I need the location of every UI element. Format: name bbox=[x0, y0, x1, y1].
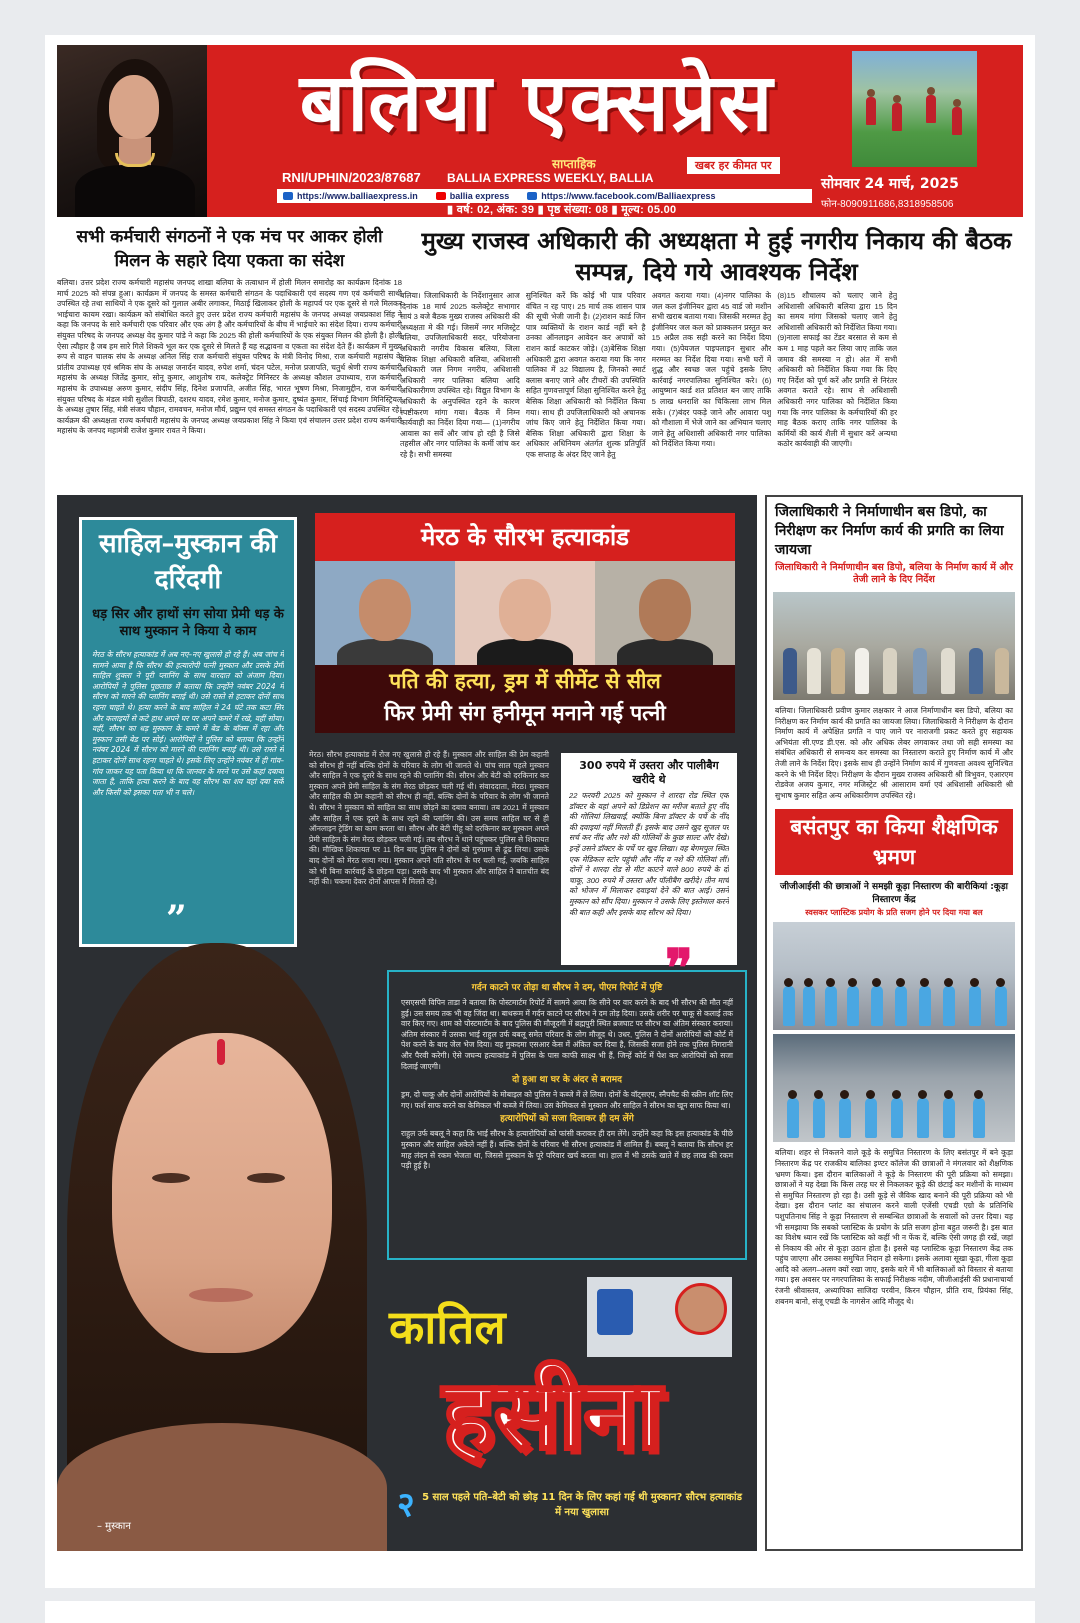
article-nagar-nikay bbox=[400, 225, 1023, 491]
masthead-model-photo bbox=[57, 45, 207, 217]
quote-icon: ❞ bbox=[665, 938, 693, 999]
box-body: मेरठ के सौरभ हत्याकांड में अब नए–नए खुलासे हो रहे हैं। अब जांच में सामने आया है कि सौरभ की हत्यारोपी पत्नी मुस्कान और उसके प्रेमी साहिल शुक्ला ने पूरी प्लानिंग के साथ वारदात को अंजाम दिया। आरोपियों ने पुलिस पूछताछ में बताया कि उन्होंने नवंबर 2024 में सौरभ को मारने की प्लानिंग बनाई थी। उसे रास्ते से हटाकर दोनों साथ रहना चाहते थे। हत्या करने के बाद साहिल ने 24 घंटे तक कटा सिर और कलाइयों से कटे हाथ अपने घर पर अपने कमरे में रखे, वहीं सोया। वहीं, सौरभ का धड़ मुस्कान के कमरे में बेड के बॉक्स में रहा और मुस्कान उसी बेड पर सोई। आरोपियों ने पुलिस को बताया कि उन्होंने नवंबर 2024 में सौरभ को मारने की प्लानिंग बनाई थी। उसे रास्ते से हटाकर दोनों साथ रहना चाहते थे। इसके लिए उन्होंने नवंबर में ही गांव–गांव जाकर यह पता किया था कि जानवर के मरने पर उसे कहां दबाया जाता है, ताकि हत्या करने के बाद वह सौरभ का शव वहां दबा सकें और किसी को इसका पता भी न चले। bbox=[92, 650, 284, 797]
box-title: साहिल–मुस्कान की दरिंदगी bbox=[98, 529, 278, 595]
youtube-link[interactable]: ballia express bbox=[436, 191, 510, 201]
basantpur-subhead: जीजीआईसी की छात्राओं ने समझी कूड़ा निस्तारण की बारीकियां :कूड़ा निस्तारण केंद्र bbox=[780, 882, 1008, 906]
youtube-icon bbox=[436, 192, 446, 200]
section-heading: गर्दन काटने पर तोड़ा था सौरभ ने दम, पीएम रिपोर्ट में पुष्टि bbox=[471, 983, 663, 993]
newspaper-page bbox=[45, 35, 1035, 1588]
photo-saurabh bbox=[315, 561, 455, 673]
meerut-title: मेरठ के सौरभ हत्याकांड bbox=[315, 513, 735, 561]
article-column: अवगत कराया गया। (4)नगर पालिका के जल कल इंजीनियर द्वारा 45 वार्ड जो मशीन सभी खराब बताया गया। जिसकी मरम्मत हेतु इंजीनियर जल कल को प्राक्कलन प्रस्तुत कर 15 अप्रैल तक सही करने का निर्देश दिया गया। (5)पेयजल पाइपलाइन सुधार और मरम्मत का निर्देश दिया गया। सभी घरों में शुद्ध और स्वच्छ जल पहुंचे इसके लिए कार्रवाई नगरपालिका सुनिश्चित करे। (6) आयुष्मान कार्ड शत प्रतिशत बन जाए ताकि 5 लाख धनराशि का चिकित्सा लाभ मिल सके। (7)बंदर पकड़े जाने और आवारा पशु को गौशाला में भेजे जाने का अभियान चलाए जाने हेतु अधिशासी अधिकारी नगर पालिका को निर्देशित किया गया। bbox=[651, 291, 772, 449]
drum-thumbnail bbox=[587, 1277, 732, 1357]
weekly-label: साप्ताहिक bbox=[552, 157, 596, 171]
article-headline: सभी कर्मचारी संगठनों ने एक मंच पर आकर होली मिलन के सहारे दिया एकता का संदेश bbox=[76, 227, 383, 271]
box-subtitle: धड़ सिर और हाथों संग सोया प्रेमी धड़ के साथ मुस्कान ने किया ये काम bbox=[92, 607, 284, 639]
portrait-caption: – मुस्कान bbox=[97, 1521, 131, 1532]
masthead-sports-photo bbox=[852, 51, 977, 167]
tagline: खबर हर कीमत पर bbox=[687, 157, 780, 174]
phone-numbers: फोन-8090911686,8318958506 bbox=[821, 199, 954, 210]
meerut-body: मेरठ। सौरभ हत्याकांड में रोज नए खुलासे हो रहे हैं। मुस्कान और साहिल की प्रेम कहानी को सौरभ ही नहीं बल्कि दोनों के परिवार के लोग भी जानते थे। पांच साल पहले मुस्कान और साहिल ने एक दूसरे के साथ रहने की प्लानिंग की। सौरभ और बेटी को दरकिनार कर मुस्कान अपने प्रेमी साहिल के संग मेरठ छोड़कर चली गई थी। संवाददाता, मेरठ। मुस्कान और साहिल की प्रेम कहानी को सौरभ ही नहीं, बल्कि दोनों के परिवार के लोग भी जानते थे। सौरभ ने मुस्कान को साहिल का साथ छोड़ने का दबाव बनाया। तब 2021 में मुस्कान और साहिल ने एक दूसरे के साथ रहने की प्लानिंग की। उस समय साहिल घर से ही ऑनलाइन ट्रेडिंग का काम करता था। सौरभ और बेटी पीहू को दरकिनार कर मुस्कान अपने प्रेमी साहिल के संग मेरठ छोड़कर चली गई। तब सौरभ ने थाने पहुंचकर पुलिस से शिकायत की। मौखिक शिकायत पर 11 दिन बाद पुलिस ने दोनों को गुरुग्राम से ढूंढ लिया। उसके बाद दोनों को मेरठ लाया गया। मुस्कान अपने पति सौरभ के घर चली गई, जबकि साहिल को भी बिना कार्रवाई के छोड़ना पड़ा। उसके बाद भी मुस्कान और साहिल ने बातचीत बंद नहीं की। चकमा देकर दोनों आपस में मिलते रहे। bbox=[309, 750, 549, 887]
facebook-link[interactable]: https://www.facebook.com/Balliaexpress bbox=[527, 191, 715, 201]
meerut-subhead: पति की हत्या, ड्रम में सीमेंट से सील फिर प्रेमी संग हनीमून मनाने गई पत्नी bbox=[315, 665, 735, 733]
next-page-edge bbox=[45, 1601, 1035, 1623]
haseena-heading: हसीना bbox=[442, 1358, 662, 1471]
katil-heading: कातिल bbox=[389, 1300, 506, 1354]
article-holi-milan bbox=[57, 225, 402, 496]
bus-depot-body: बलिया। जिलाधिकारी प्रवीण कुमार लक्षकार ने आज निर्माणाधीन बस डिपो, बलिया का निरीक्षण कर निर्माण कार्य की प्रगति का जायजा लिया। जिलाधिकारी ने निरीक्षण के दौरान निर्माण कार्य में अपेक्षित प्रगति न पाए जाने पर नाराजगी प्रकट करते हुए सहायक अभियंता सी.एण्ड डी.एस. को और अधिक लेबर लगवाकर तथा जो सही समस्या का संबंधित अधिकारी से समन्वय कर समस्या का निस्तारण कराते हुए निर्माण कार्य में और तेजी लाने के निर्देश दिए। इसके साथ ही उन्होंने निर्माण कार्य में गुणवत्ता अवश्य सुनिश्चित करने के भी निर्देश दिए। निरीक्षण के दौरान मुख्य राजस्व अधिकारी श्री त्रिभुवन, एआरएम रोडवेज अजय कुमार, नगर मजिस्ट्रेट श्री आसाराम वर्मा एवं अधिशासी अधिकारी श्री सुभाष कुमार सहित अन्य अधिकारीगण उपस्थित रहे। bbox=[775, 706, 1013, 800]
basantpur-body: बलिया। शहर से निकलने वाले कूड़े के समुचित निस्तारण के लिए बसंतपुर में बने कूड़ा निस्तारण केंद्र पर राजकीय बालिका इण्टर कॉलेज की छात्राओं ने मंगलवार को शैक्षणिक भ्रमण किया। इस दौरान बालिकाओं ने कूड़े के निस्तारण की पूरी प्रक्रिया को समझा। छात्राओं ने यह देखा कि किस तरह घर से निकलकर कूड़े की छंटाई कर मशीनों के माध्यम से समुचित निस्तारण हो रहा है। उसी कूड़े से जैविक खाद बनाने की पूरी प्रक्रिया को भी देखा। इस दौरान प्लांट का संचालन करने वाली एजेंसी एचडी एग्रो के प्रतिनिधि पशुपतिनाथ सिंह ने कूड़ा निस्तारण से सम्बन्धित छात्राओं के सवालों को उत्तर दिया। यह भी समझाया कि सबको प्लास्टिक के प्रयोग के प्रति सजग होना बहुत जरूरी है। इस बात का विशेष ध्यान रखें कि प्लास्टिक को कहीं भी न फेंक दें, बल्कि ऐसी जगह ही रखें, जहां से निकाय की ओर से कूड़ा उठान होता है। इससे यह प्लास्टिक कूड़ा निस्तारण केंद्र तक पहुंच जाएगा और उसका समुचित निदान हो सकेगा। इसके अलावा सूखा कूड़ा, गीला कूड़ा आदि को अलग–अलग क्यों रखा जाए, इसके बारे में भी बालिकाओं को विस्तार से बताया गया। इस अवसर पर नगरपालिका के सफाई निरीक्षक नदीम, जीजीआईसी की प्रधानाचार्या रंजनी श्रीवास्तव, अध्यापिका साजिदा परवीन, किरन चौहान, प्रीति राय, प्रियंका सिंह, शबनम बानो, संजू एचडी के नागसेन आदि मौजूद थे। bbox=[775, 1148, 1013, 1306]
photo-sahil bbox=[595, 561, 735, 673]
issue-date: सोमवार 24 मार्च, 2025 bbox=[821, 176, 959, 192]
facebook-icon bbox=[527, 192, 537, 200]
globe-icon bbox=[283, 192, 293, 200]
students-photo-1 bbox=[773, 922, 1015, 1030]
feature-saurabh-case bbox=[57, 495, 757, 1551]
bus-depot-photo bbox=[773, 592, 1015, 700]
article-column: सुनिश्चित करें कि कोई भी पात्र परिवार वंचित न रह पाए। 25 मार्च तक शासन पात्र की सूची भेजी जानी है। (2)राशन कार्ड जिन पात्र व्यक्तियों के राशन कार्ड नहीं बने है उनका ऑनलाइन आवेदन कर अपात्रों को राशन कार्ड काटकर जोड़े। (3)बेसिक शिक्षा अधिकारी द्वारा अवगत कराया गया कि नगर पालिका में 32 विद्यालय है, जिनको स्मार्ट क्लास बनाए जाने और टीचरों की उपस्थिति सहित गुणवत्तापूर्ण शिक्षा सुनिश्चित करने हेतु बेसिक शिक्षा अधिकारी को निर्देशित किया गया। साथ ही उपजिलाधिकारी को अचानक जांच किए जाने हेतु निर्देशित किया गया। बेसिक शिक्षा अधिकारी द्वारा शिक्षा के अधिकार अधिनियम अंतर्गत शुल्क प्रतिपूर्ति एक सप्ताह के अंदर दिए जाने हेतु bbox=[525, 291, 646, 459]
article-headline: मुख्य राजस्व अधिकारी की अध्यक्षता मे हुई नगरीय निकाय की बैठक सम्पन्न, दिये गये आवश्यक निर्देश bbox=[421, 226, 1012, 286]
item-number: २ bbox=[397, 1485, 415, 1525]
article-column: बलिया। जिलाधिकारी के निर्देशानुसार आज दिनांक 18 मार्च 2025 कलेक्ट्रेट सभागार सायं 3 बजे बैठक मुख्य राजस्व अधिकारी की अध्यक्षता मे की गई। जिसमें नगर मजिस्ट्रेट बलिया, उपजिलाधिकारी सदर, परियोजना अधिकारी नगरीय विकास बलिया, जिला बेसिक शिक्षा अधिकारी बलिया, अधिशासी अधिकारी जल निगम नगरीय, अधिशासी अधिकारी नगर पालिका बलिया आदि अधिकारीगण उपस्थित रहे। विद्युत विभाग के अधिकारी के अनुपस्थित रहने के कारण स्पष्टीकरण मांगा गया। बैठक में निम्न कार्यवाही का निर्देश दिया गया— (1)नगरीय आवास का सर्वे और जांच हो रही है जिसे तहसील और नगर पालिका के कर्मी जांच कर रहे है। सभी समस्या bbox=[400, 291, 520, 459]
students-photo-2 bbox=[773, 1034, 1015, 1142]
website-link[interactable]: https://www.balliaexpress.in bbox=[283, 191, 418, 201]
issue-info: ▮ वर्ष: 02, अंक: 39 ▮ पृष्ठ संख्या: 08 ▮ मूल्य: 05.00 bbox=[447, 204, 677, 216]
article-column: (8)15 शौचालय को चलाए जाने हेतु अधिशासी अधिकारी बलिया द्वारा 15 दिन का समय मांगा जिसको चलाए जाने हेतु अधिशासी अधिकारी को निर्देशित किया गया। (9)नाला सफाई का टेंडर बरसात से कम से कम 1 माह पहले कर लिया जाए ताकि जल जमाव की समस्या न हो। अंत में सभी अधिकारी को निर्देशित किया गया कि दिए गए निर्देश को पूर्ण करें और प्रगति से निरंतर अवगत कराते रहे। साथ से अधिशासी अधिकारी नगर पालिका को निर्देशित किया गया कि नगर पालिका के कर्मचारियों की हर माह बैठक कराए ताकि नगर पालिका के कर्मियों की कार्य शैली में सुधार करें अन्यथा कठोर कार्यवाही की जाएगी। bbox=[777, 291, 898, 449]
section-heading: दो हुआ था घर के अंदर से बरामद bbox=[512, 1075, 622, 1086]
newspaper-title: बलिया एक्सप्रेस bbox=[299, 55, 775, 149]
basantpur-subhead-2: स्वसकर प्लास्टिक प्रयोग के प्रति सजग होने पर दिया गया बल bbox=[805, 908, 983, 918]
right-column bbox=[765, 495, 1023, 1551]
article-body: बलिया। उत्तर प्रदेश राज्य कर्मचारी महासंघ जनपद शाखा बलिया के तत्वाधान में होली मिलन समारोह का कार्यक्रम दिनांक 18 मार्च 2025 को संपन्न हुआ। कार्यक्रम में जनपद के समस्त कर्मचारी संगठन के पदाधिकारी एवं सदस्य गण एवं कर्मचारी साथी उपस्थित रहे तथा साथियों ने एक दूसरे को गुलाल अबीर लगाकर, मिठाई खिलाकर होली के महापर्व पर एक दूसरे से गले मिलकर भाईचारा कायम रखा। कार्यक्रम को संबोधित करते हुए उत्तर प्रदेश राज्य कर्मचारी महासंघ के जनपद अध्यक्ष जयप्रकाश सिंह ने कहा कि जनपद के सारे कर्मचारी एक परिवार और एक अंग है और कर्मचारियों के बीच में भाईचारे का संदेश दिया। राज्य कर्मचारी संयुक्त परिषद के जनपद अध्यक्ष वेद कुमार पांडे ने कहा कि 2025 की होली कर्मचारियों के एक संयुक्त मिलन की होली है। होली ऐसा त्यौहार है जब हम सारे गिले शिकवे भूल कर एक दूसरे से मिलते हैं यह सद्भावना व एकता का संदेश देते हैं। कार्यक्रम में मुख्य रूप से वाहन चालक संघ के अध्यक्ष अनिल सिंह राज कर्मचारी संयुक्त परिषद के मंत्री विनोद मिश्रा, राज कर्मचारी महासंघ के प्रांतीय उपाध्यक्ष एवं श्रमिक संघ के अध्यक्ष जनार्दन यादव, रुपेश शर्मा, चंदन पटेल, मनोज प्रजापति, चतुर्थ श्रेणी राज्य कर्मचारी महासंघ के अध्यक्ष जितेंद्र कुमार, सोनू कुमार, आशुतोष राय, कलेक्ट्रेट मिनिस्टर के अध्यक्ष कौशल उपाध्याय, राज कर्मचारी महासंघ के उपाध्यक्ष अरुण कुमार, संदीप सिंह, दिनेश प्रजापति, अजीत सिंह, भारत भूषण मिश्रा, निजामुद्दीन, राज कर्मचारी संयुक्त परिषद के मंडल मंत्री सुशील त्रिपाठी, दशरथ यादव, रमेश कुमार, मनोज कुमार, दुष्यंत कुमार, सिंचाई विभाग मिनिस्ट्रियल के अध्यक्ष तुषार सिंह, मंत्री संजय चौहान, रामवचन, मनोज मौर्य, प्रद्युम्न एवं समस्त संगठन के पदाधिकारी एवं सदस्य उपस्थित रहे। कार्यक्रम की अध्यक्षता राज्य कर्मचारी महासंघ के जनपद अध्यक्ष जयप्रकाश सिंह ने किया एवं संचालन उत्तर प्रदेश राज्य कर्मचारी महासंघ के जनपद महामंत्री राजेश कुमार रावत ने किया। bbox=[57, 278, 402, 436]
masthead bbox=[57, 45, 1023, 217]
social-links bbox=[277, 189, 812, 203]
side-note-body: 22 फरवरी 2025 को मुस्कान ने शारदा रोड स्थित एक डॉक्टर के यहां अपने को डिप्रेशन का मरीज बताते हुए नींद की गोलियां लिखवाईं, क्योंकि बिना डॉक्टर के पर्चे के नींद की दवाइयां नहीं मिलती हैं। इसके बाद उसने खुद सूजल पर सर्च कर नींद और नशे की गोलियों के कुछ साल्ट और देखे। इन्हें उसने डॉक्टर के पर्चे पर खुद लिखा। वह बेगमपुल स्थित एक मेडिकल स्टोर पहुंची और नींद व नशे की गोलियां लीं। दोनों ने शारदा रोड से मीट काटने वाले 800 रुपये के दो चाकू, 300 रुपये में उस्तरा और पॉलीबैग खरीदे। तीन मार्च को भोजन में मिलाकर दवाइयां देने की बात आई। उसने मुस्कान को सौंप दिया। मुस्कान ने उसके लिए इस्तेमाल करने की बात कही और इसके बाद सौरभ को दिया। bbox=[569, 791, 729, 917]
bus-depot-subhead: जिलाधिकारी ने निर्माणाधीन बस डिपो, बलिया के निर्माण कार्य में और तेजी लाने के दिए निर्देश bbox=[775, 562, 1013, 585]
quote-icon: ” bbox=[166, 898, 187, 940]
english-name: BALLIA EXPRESS WEEKLY, BALLIA bbox=[447, 171, 654, 185]
rni-number: RNI/UPHIN/2023/87687 bbox=[282, 170, 421, 185]
bottom-teaser: 5 साल पहले पति–बेटी को छोड़ 11 दिन के लिए कहां गई थी मुस्कान? सौरभ हत्याकांड में नया खुलासा bbox=[422, 1492, 742, 1518]
muskan-portrait bbox=[57, 943, 387, 1551]
photo-muskan bbox=[455, 561, 595, 673]
section-heading: हत्यारोपियों को सजा दिलाकर ही दम लेंगे bbox=[500, 1114, 634, 1125]
basantpur-headline: बसंतपुर का किया शैक्षणिक भ्रमण bbox=[775, 809, 1013, 875]
meerut-headline-box bbox=[315, 513, 735, 733]
sahil-muskan-box bbox=[79, 517, 297, 947]
postmortem-box: गर्दन काटने पर तोड़ा था सौरभ ने दम, पीएम रिपोर्ट में पुष्टि एसएसपी विपिन ताडा ने बताया कि पोस्टमार्टम रिपोर्ट में सामने आया कि सीने पर वार करने के बाद भी सौरभ की मौत नहीं हुई। उस समय तक भी वह जिंदा था। बाथरूम में गर्दन काटने पर सौरभ ने दम तोड़ दिया। उसके शरीर पर चाकू से कलाई तक वार किए गए। शाम को पोस्टमार्टम के बाद पुलिस की मौजूदगी में ब्रह्मपुरी स्थित ब्रजघाट पर सौरभ का अंतिम संस्कार कराया। अंतिम संस्कार में उसका भाई राहुल उर्फ बबलू समेत परिवार के लोग मौजूद थे। उधर, पुलिस ने दोनों आरोपियों को कोर्ट में पेश करने के बाद जेल भेज दिया। यह मुकदमा एसआर केस में अंकित कर दिया है, जिसकी सजा होने तक पुलिस निगरानी और पैरवी करेगी। ऐसे जघन्य हत्याकांड में पुलिस के पास काफी साक्ष्य भी हैं, जिन्हें कोर्ट में पेश कर आरोपियों को सजा दिलाई जाएगी। दो हुआ था घर के अंदर से बरामद ड्रम, दो चाकू और दोनों आरोपियों के मोबाइल को पुलिस ने कब्जे में ले लिया। दोनों के वॉट्सएप, स्नैपचैट की स्क्रीन शॉट लिए गए। फर्श साफ करने का केमिकल भी कब्जे में लिया। उस केमिकल से मुस्कान और साहिल ने सौरभ का खून साफ किया था। हत्यारोपियों को सजा दिलाकर ही दम लेंगे राहुल उर्फ बबलू ने कहा कि भाई सौरभ के हत्यारोपियों को फांसी कराकर ही दम लेंगे। उन्होंने कहा कि इस हत्याकांड के पीछे मुस्कान और साहिल अकेले नहीं हैं। बल्कि दोनों के परिवार भी सौरभ हत्याकांड में शामिल हैं। बबलू ने बताया कि सौरभ हर माह लंदन से रकम भेजता था, जिससे मुस्कान के पूरे परिवार खर्च करता था। हाल में भी उसके खाते में छह लाख की रकम पड़ी हुई है। bbox=[387, 970, 747, 1260]
bus-depot-headline: जिलाधिकारी ने निर्माणाधीन बस डिपो, का निरीक्षण कर निर्माण कार्य की प्रगति का लिया जायजा bbox=[775, 504, 1004, 558]
side-note-title: 300 रुपये में उस्तरा और पालीबैग खरीदे थे bbox=[579, 759, 719, 786]
side-note-box bbox=[561, 753, 737, 965]
